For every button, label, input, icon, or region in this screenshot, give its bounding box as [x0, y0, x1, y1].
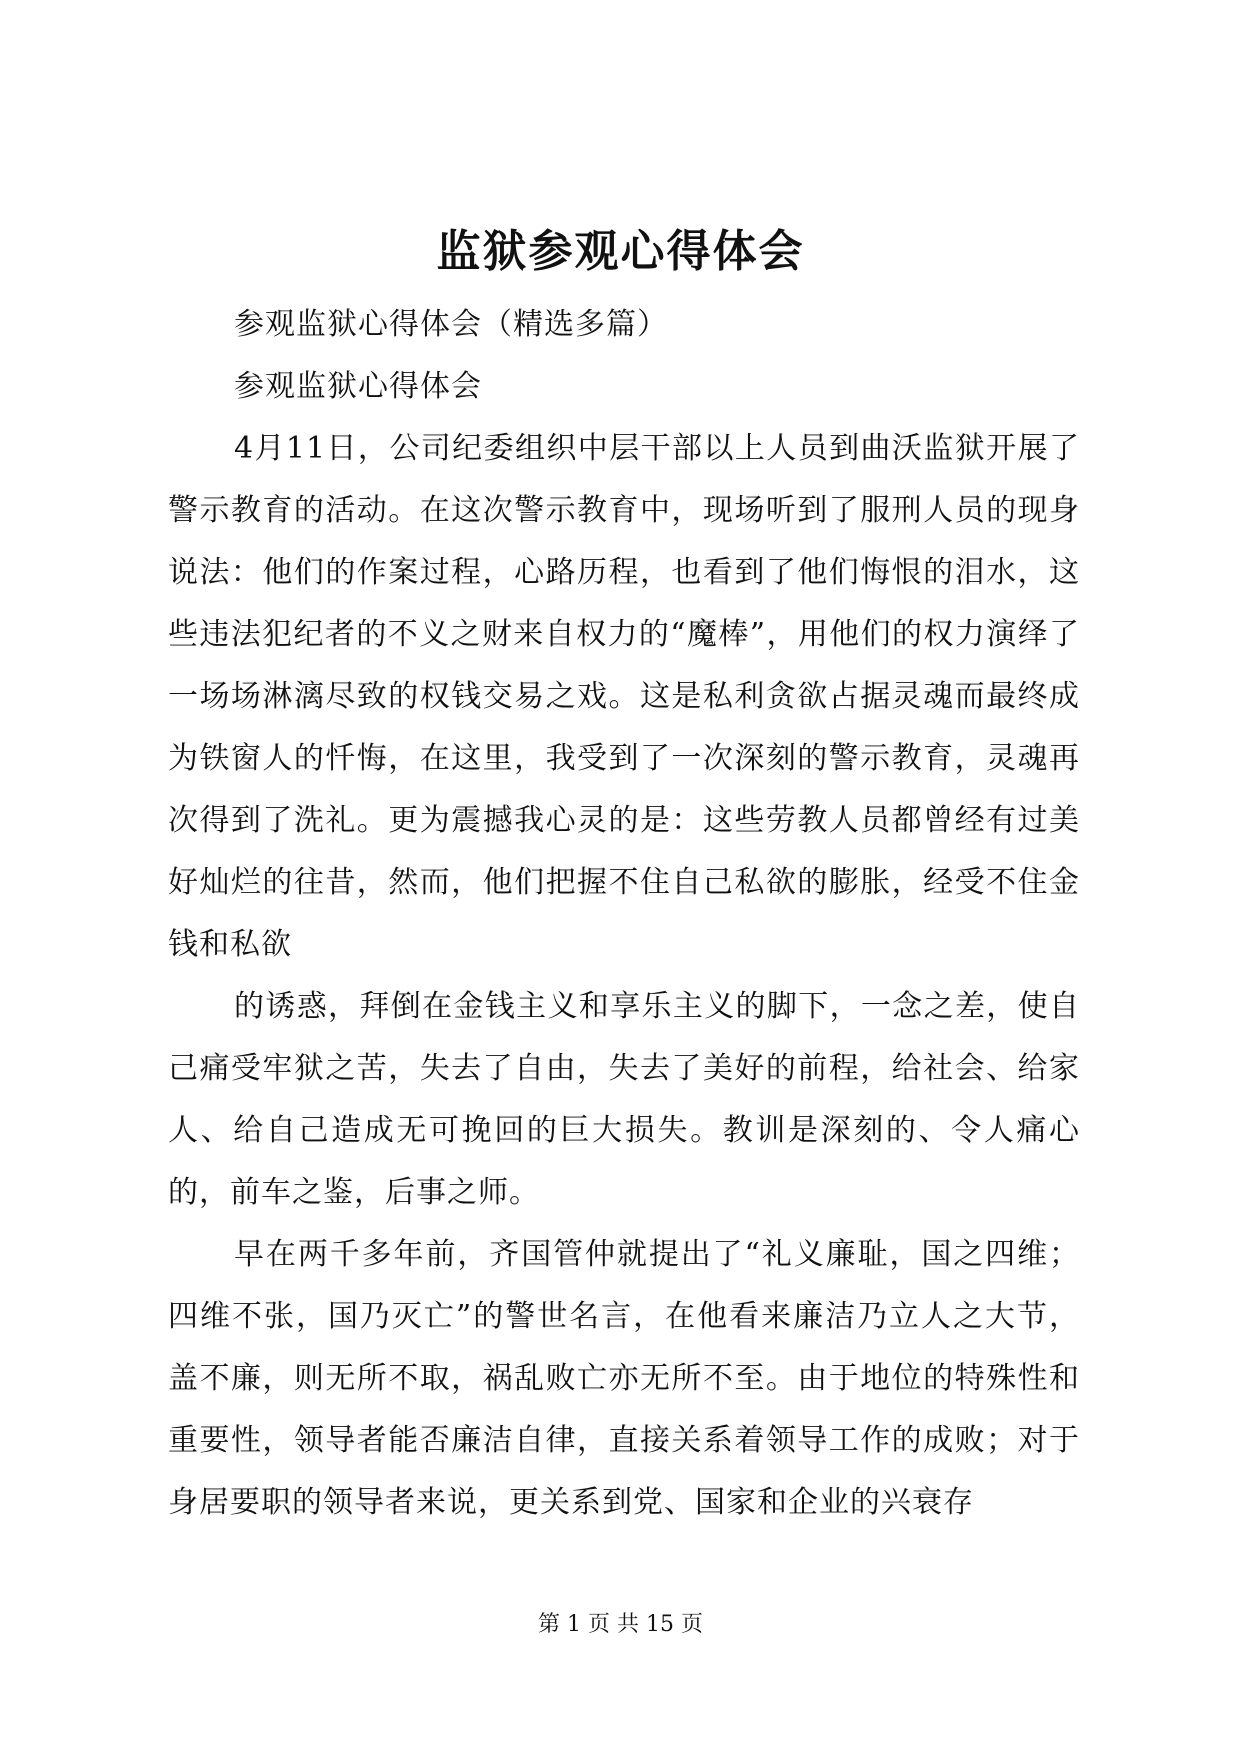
body-paragraph: 4月11日，公司纪委组织中层干部以上人员到曲沃监狱开展了警示教育的活动。在这次警示教育中，现场听到了服刑人员的现身说法：他们的作案过程，心路历程，也看到了他们悔恨的泪水，这些违法犯纪者的不义之财来自权力的“魔棒”，用他们的权力演绎了一场场淋漓尽致的权钱交易之戏。这是私利贪欲占据灵魂而最终成为铁窗人的忏悔，在这里，我受到了一次深刻的警示教育，灵魂再次得到了洗礼。更为震撼我心灵的是：这些劳教人员都曾经有过美好灿烂的往昔，然而，他们把握不住自己私欲的膨胀，经受不住金钱和私欲 — [168, 431, 1080, 962]
page-number-footer: 第 1 页 共 15 页 — [538, 1612, 703, 1637]
section-heading-paragraph: 参观监狱心得体会 — [234, 369, 482, 404]
body-paragraph: 的诱惑，拜倒在金钱主义和享乐主义的脚下，一念之差，使自己痛受牢狱之苦，失去了自由，失去了美好的前程，给社会、给家人、给自己造成无可挽回的巨大损失。教训是深刻的、令人痛心的，前车之鉴，后事之师。 — [168, 989, 1080, 1210]
page-title: 监狱参观心得体会 — [436, 226, 805, 277]
body-paragraph: 早在两千多年前，齐国管仲就提出了“礼义廉耻，国之四维；四维不张，国乃灭亡”的警世名言，在他看来廉洁乃立人之大节，盖不廉，则无所不取，祸乱败亡亦无所不至。由于地位的特殊性和重要性，领导者能否廉洁自律，直接关系着领导工作的成败；对于身居要职的领导者来说，更关系到党、国家和企业的兴衰存 — [168, 1237, 1080, 1520]
subtitle-paragraph: 参观监狱心得体会（精选多篇） — [234, 307, 668, 342]
document-body — [168, 294, 1080, 1534]
